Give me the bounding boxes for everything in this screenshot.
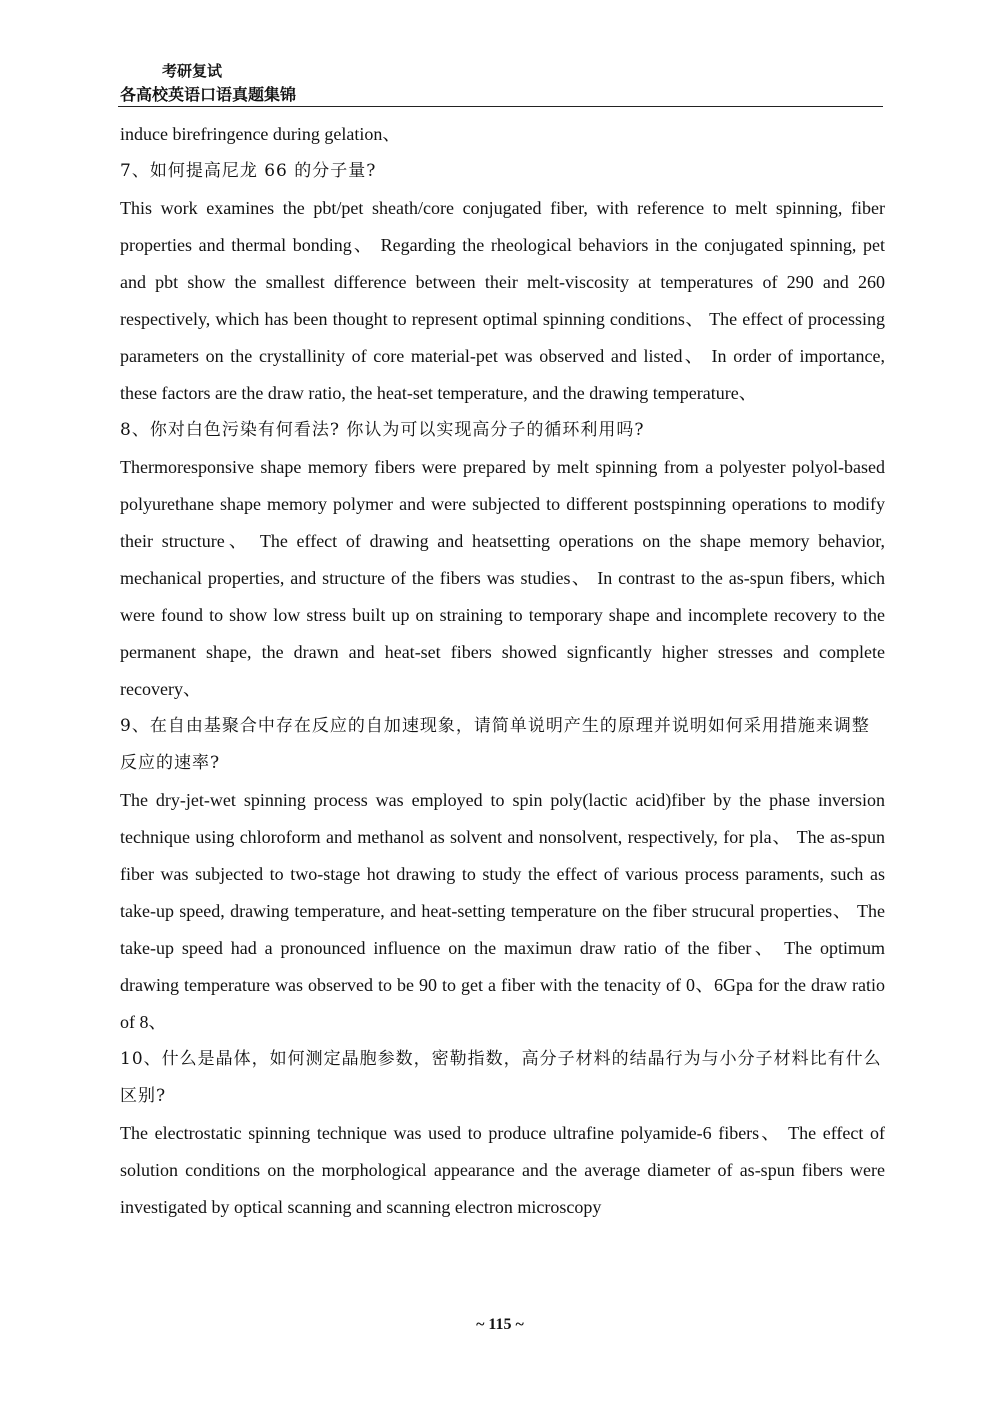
page-number: ~ 115 ~: [476, 1316, 524, 1333]
page-header: [118, 58, 883, 107]
question-10: 10、什么是晶体，如何测定晶胞参数，密勒指数，高分子材料的结晶行为与小分子材料比有什么区别?: [120, 1049, 882, 1106]
header-title: 考研复试: [162, 62, 223, 80]
question-7: 7、如何提高尼龙 66 的分子量?: [120, 161, 377, 181]
header-subtitle: 各高校英语口语真题集锦: [120, 85, 297, 104]
page-body: [120, 116, 885, 1226]
question-8: 8、你对白色污染有何看法? 你认为可以实现高分子的循环利用吗?: [120, 420, 645, 440]
question-9: 9、在自由基聚合中存在反应的自加速现象，请简单说明产生的原理并说明如何采用措施来调整反应的速率?: [120, 716, 870, 773]
answer-paragraph-8: Thermoresponsive shape memory fibers were prepared by melt spinning from a polyester polyol-based polyurethane shape memory polymer and were subjected to different postspinning operations to modify their structure、 The effect of drawing and heatsetting operations on the shape memory behavior, mechanical properties, and structure of the fibers was studies、 In contrast to the as-spun fibers, which were found to show low stress built up on straining to temporary shape and incomplete recovery to the permanent shape, the drawn and heat-set fibers showed signficantly higher stresses and complete recovery、: [120, 457, 885, 699]
answer-paragraph-7: This work examines the pbt/pet sheath/core conjugated fiber, with reference to melt spinning, fiber properties and thermal bonding、 Regarding the rheological behaviors in the conjugated spinning, pet and pbt show the smallest difference between their melt-viscosity at temperatures of 290 and 260 respectively, which has been thought to represent optimal spinning conditions、 The effect of processing parameters on the crystallinity of core material-pet was observed and listed、 In order of importance, these factors are the draw ratio, the heat-set temperature, and the drawing temperature、: [120, 198, 885, 403]
answer-paragraph-9: The dry-jet-wet spinning process was employed to spin poly(lactic acid)fiber by the phase inversion technique using chloroform and methanol as solvent and nonsolvent, respectively, for pla、 The as-spun fiber was subjected to two-stage hot drawing to study the effect of various process paraments, such as take-up speed, drawing temperature, and heat-setting temperature on the fiber strucural properties、 The take-up speed had a pronounced influence on the maximun draw ratio of the fiber、 The optimum drawing temperature was observed to be 90 to get a fiber with the tenacity of 0、6Gpa for the draw ratio of 8、: [120, 790, 885, 1032]
paragraph-continuation: induce birefringence during gelation、: [120, 124, 401, 144]
answer-paragraph-10: The electrostatic spinning technique was used to produce ultrafine polyamide-6 fibers、 The effect of solution conditions on the morphological appearance and the average diameter of as-spun fibers were investigated by optical scanning and scanning electron microscopy: [120, 1123, 885, 1217]
